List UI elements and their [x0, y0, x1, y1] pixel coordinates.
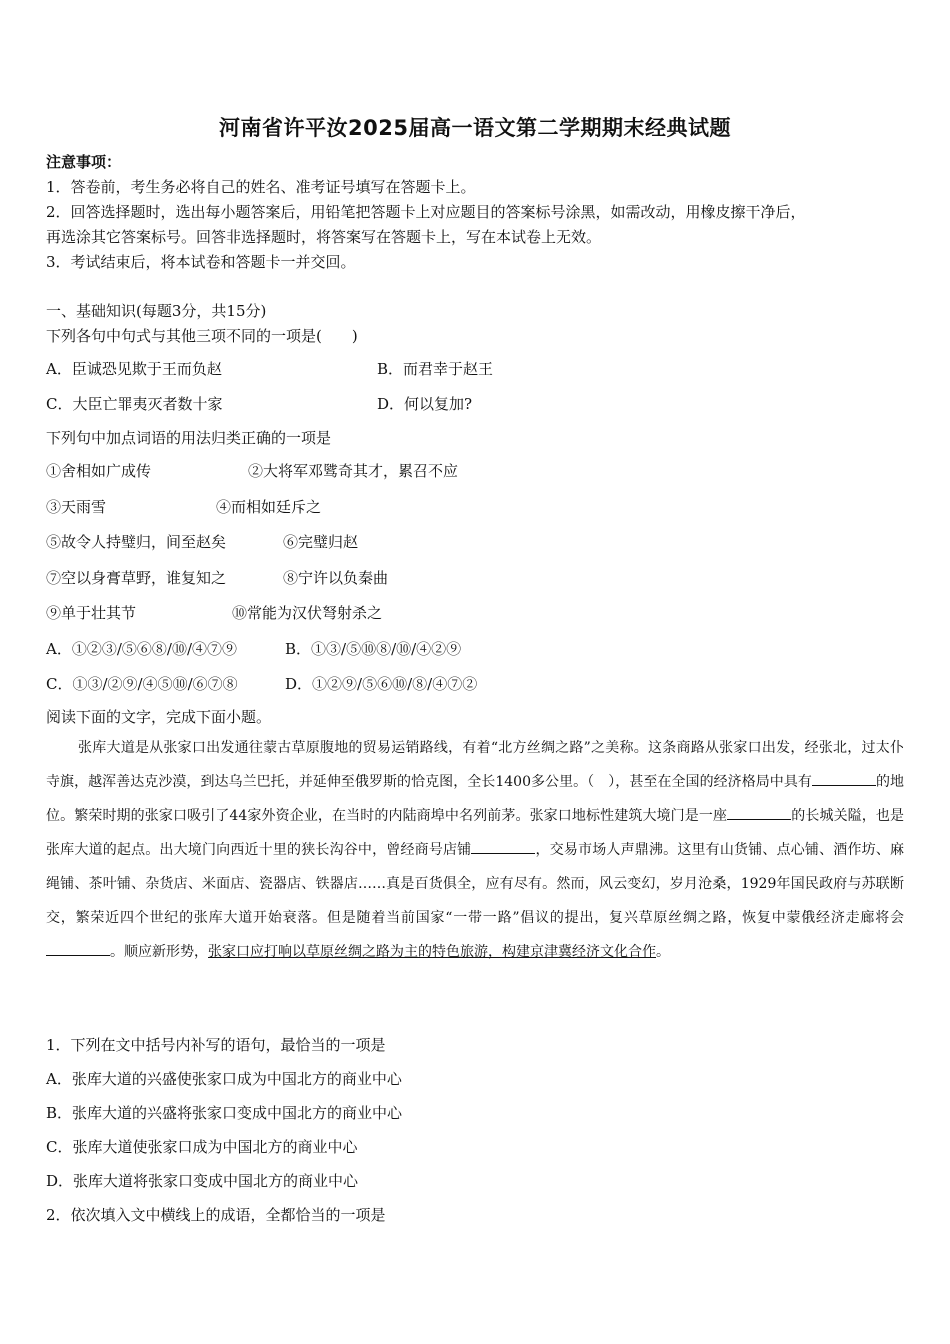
notice-heading: 注意事项：: [46, 153, 122, 171]
answer-option-c: C．①③/②⑨/④⑤⑩/⑥⑦⑧: [46, 675, 238, 693]
answer-option-c: C．大臣亡罪夷灭者数十家: [46, 395, 223, 413]
answer-option-a: A．臣诚恐见欺于王而负赵: [46, 360, 222, 378]
notice-item: 3．考试结束后，将本试卷和答题卡一并交回。: [46, 253, 356, 271]
sentence-item: ⑧宁许以负秦曲: [283, 569, 389, 587]
passage-text: 张库大道是从张家口出发通往蒙古草原腹地的贸易运销路线，有着“北方丝绸之路”之美称。这条商路从张家口出发，经张北，过太仆寺旗，越浑善达克沙漠，到达乌兰巴托，并延伸至俄罗斯的恰克图，全长1400多公里。（ ），甚至在全国的经济格局中具有: [46, 740, 904, 790]
question-stem: 下列句中加点词语的用法归类正确的一项是: [46, 429, 332, 447]
sentence-item: ④而相如廷斥之: [216, 498, 322, 516]
fill-blank: [812, 771, 876, 786]
passage-text: ，交易市场人声鼎沸。这里有山货铺、点心铺、酒作坊、麻绳铺、茶叶铺、杂货店、米面店、瓷器店、铁器店……真是百货俱全，应有尽有。然而，风云变幻，岁月沧桑，1929年国民政府与苏联断交，繁荣近四个世纪的张库大道开始衰落。但是随着当前国家“一带一路”倡议的提出，复兴草原丝绸之路，恢复中蒙俄经济走廊将会: [46, 842, 905, 926]
sentence-item: ⑩常能为汉伏弩射杀之: [232, 604, 383, 622]
answer-option-b: B．张库大道的兴盛将张家口变成中国北方的商业中心: [46, 1104, 403, 1122]
underlined-sentence: 张家口应打响以草原丝绸之路为主的特色旅游，构建京津冀经济文化合作: [208, 944, 656, 960]
answer-option-a: A．①②③/⑤⑥⑧/⑩/④⑦⑨: [46, 640, 237, 658]
sentence-item: ⑦空以身膏草野，谁复知之: [46, 569, 227, 587]
answer-option-d: D．张库大道将张家口变成中国北方的商业中心: [46, 1172, 359, 1190]
fill-blank: [471, 839, 535, 854]
fill-blank: [46, 941, 110, 956]
sentence-item: ⑥完璧归赵: [283, 533, 359, 551]
section-heading: 一、基础知识(每题3分，共15分): [46, 302, 267, 320]
sentence-item: ②大将军邓骘奇其才，累召不应: [248, 462, 459, 480]
fill-blank: [727, 805, 791, 820]
page-title: 河南省许平汝2025届高一语文第二学期期末经典试题: [219, 116, 731, 140]
sentence-item: ③天雨雪: [46, 498, 107, 516]
answer-option-a: A．张库大道的兴盛使张家口成为中国北方的商业中心: [46, 1070, 402, 1088]
notice-item: 2．回答选择题时，选出每小题答案后，用铅笔把答题卡上对应题目的答案标号涂黑，如需改动，用橡皮擦干净后，: [46, 203, 806, 221]
passage-text: 。顺应新形势，: [110, 944, 208, 960]
answer-option-d: D．何以复加?: [377, 395, 473, 413]
sentence-item: ⑨单于壮其节: [46, 604, 137, 622]
question-stem: 2．依次填入文中横线上的成语，全都恰当的一项是: [46, 1206, 386, 1224]
sentence-item: ①舍相如广成传: [46, 462, 152, 480]
notice-item: 1．答卷前，考生务必将自己的姓名、准考证号填写在答题卡上。: [46, 178, 476, 196]
notice-item: 再选涂其它答案标号。回答非选择题时，将答案写在答题卡上，写在本试卷上无效。: [46, 228, 602, 246]
passage-text: 的地位。繁荣时期的张家口吸引了44家外资企业，在当时的内陆商埠中名列前茅。张家口地标性建筑大境门是一座: [46, 774, 904, 824]
sentence-item: ⑤故令人持璧归，间至赵矣: [46, 533, 227, 551]
passage-text: 的长城关隘，也是张库大道的起点。出大境门向西近十里的狭长沟谷中，曾经商号店铺: [46, 808, 905, 858]
answer-option-d: D．①②⑨/⑤⑥⑩/⑧/④⑦②: [285, 675, 478, 693]
question-stem: 下列各句中句式与其他三项不同的一项是( ): [46, 327, 358, 345]
question-stem: 1．下列在文中括号内补写的语句，最恰当的一项是: [46, 1036, 386, 1054]
answer-option-b: B．而君幸于赵王: [377, 360, 494, 378]
passage-text: 。: [656, 944, 670, 960]
reading-passage: [46, 731, 904, 969]
reading-intro: 阅读下面的文字，完成下面小题。: [46, 708, 272, 726]
answer-option-c: C．张库大道使张家口成为中国北方的商业中心: [46, 1138, 358, 1156]
answer-option-b: B．①③/⑤⑩⑧/⑩/④②⑨: [285, 640, 462, 658]
